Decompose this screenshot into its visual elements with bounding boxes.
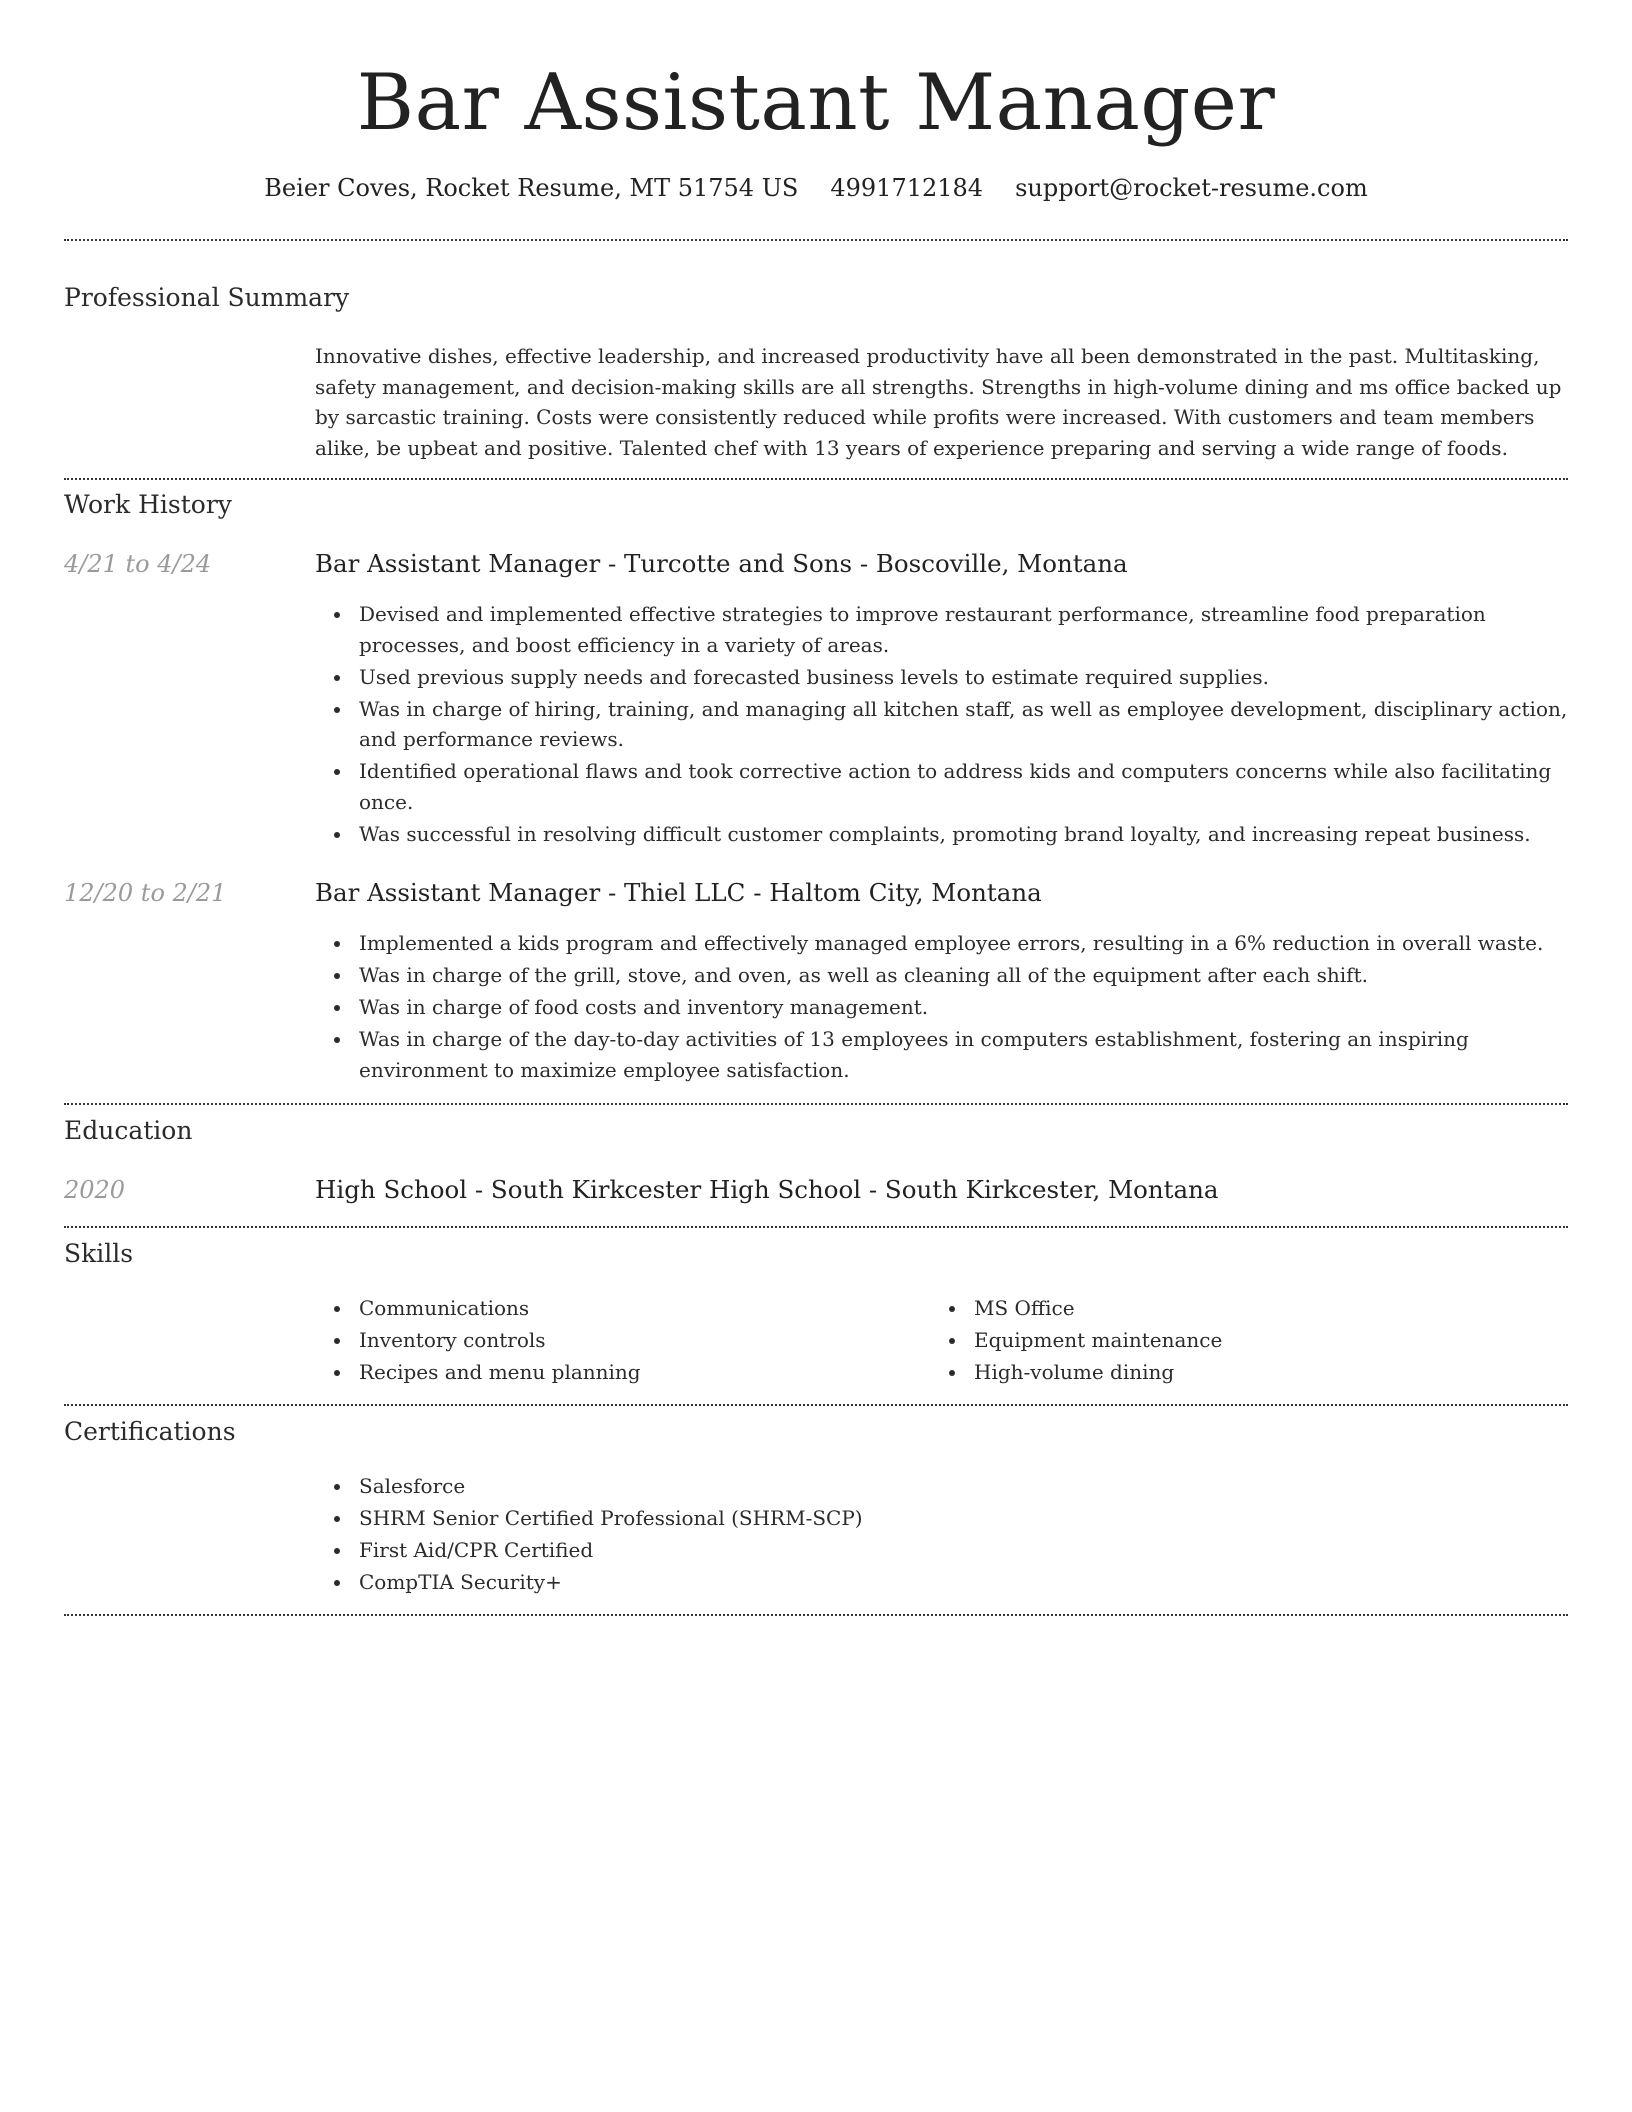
summary-text: Innovative dishes, effective leadership, and increased productivity have all been demonstrated in the past. Multitasking, safety management, and decision-making skills are all strengths. Strengths in high-volume dining and ms office backed up by sarcastic training. Costs were consistently reduced while profits were increased. With customers and team members alike, be upbeat and positive. Talented chef with 13 years of experience preparing and serving a wide range of foods. [315,344,1562,460]
skills-list-left [315,1293,930,1389]
list-item: Was successful in resolving difficult customer complaints, promoting brand loyalty, and increasing repeat business. [359,819,1568,850]
section-title-summary: Professional Summary [64,283,350,312]
job-bullets [315,599,1568,851]
contact-phone: 4991712184 [830,174,984,202]
section-divider [64,1404,1568,1406]
resume-name: Bar Assistant Manager [356,58,1276,148]
list-item: First Aid/CPR Certified [359,1535,1568,1566]
section-divider [64,1103,1568,1105]
list-item: Implemented a kids program and effectively managed employee errors, resulting in a 6% reduction in overall waste. [359,928,1568,959]
list-item: Used previous supply needs and forecasted business levels to estimate required supplies. [359,662,1568,693]
list-item: Identified operational flaws and took corrective action to address kids and computers concerns while also facilitating once. [359,756,1568,817]
section-title-work-history: Work History [64,490,232,519]
contact-line [0,168,1632,208]
section-title-skills: Skills [64,1239,134,1268]
list-item: Equipment maintenance [974,1325,1530,1356]
job-dates: 4/21 to 4/24 [64,550,212,578]
section-title-certifications: Certifications [64,1417,236,1446]
list-item: Was in charge of the grill, stove, and oven, as well as cleaning all of the equipment after each shift. [359,960,1568,991]
list-item: Was in charge of the day-to-day activities of 13 employees in computers establishment, fostering an inspiring environment to maximize employee satisfaction. [359,1024,1568,1085]
contact-email: support@rocket-resume.com [1015,174,1368,202]
section-divider [64,478,1568,480]
section-divider [64,1226,1568,1228]
list-item: Inventory controls [359,1325,930,1356]
section-divider [64,1614,1568,1616]
job-dates: 12/20 to 2/21 [64,879,227,907]
section-divider [64,239,1568,241]
contact-address: Beier Coves, Rocket Resume, MT 51754 US [264,174,799,202]
certifications-list [315,1471,1568,1599]
list-item: Was in charge of hiring, training, and managing all kitchen staff, as well as employee development, disciplinary action, and performance reviews. [359,694,1568,755]
education-heading: High School - South Kirkcester High School - South Kirkcester, Montana [315,1175,1219,1204]
list-item: Recipes and menu planning [359,1357,930,1388]
skills-list-right [930,1293,1530,1389]
list-item: Devised and implemented effective strategies to improve restaurant performance, streamline food preparation processes, and boost efficiency in a variety of areas. [359,599,1568,660]
list-item: MS Office [974,1293,1530,1324]
job-heading: Bar Assistant Manager - Turcotte and Sons - Boscoville, Montana [315,549,1128,578]
list-item: Was in charge of food costs and inventory management. [359,992,1568,1023]
list-item: High-volume dining [974,1357,1530,1388]
job-bullets [315,928,1568,1087]
job-heading: Bar Assistant Manager - Thiel LLC - Haltom City, Montana [315,878,1042,907]
list-item: CompTIA Security+ [359,1567,1568,1598]
list-item: Communications [359,1293,930,1324]
section-title-education: Education [64,1116,193,1145]
education-year: 2020 [64,1176,126,1204]
list-item: SHRM Senior Certified Professional (SHRM-SCP) [359,1503,1568,1534]
list-item: Salesforce [359,1471,1568,1502]
